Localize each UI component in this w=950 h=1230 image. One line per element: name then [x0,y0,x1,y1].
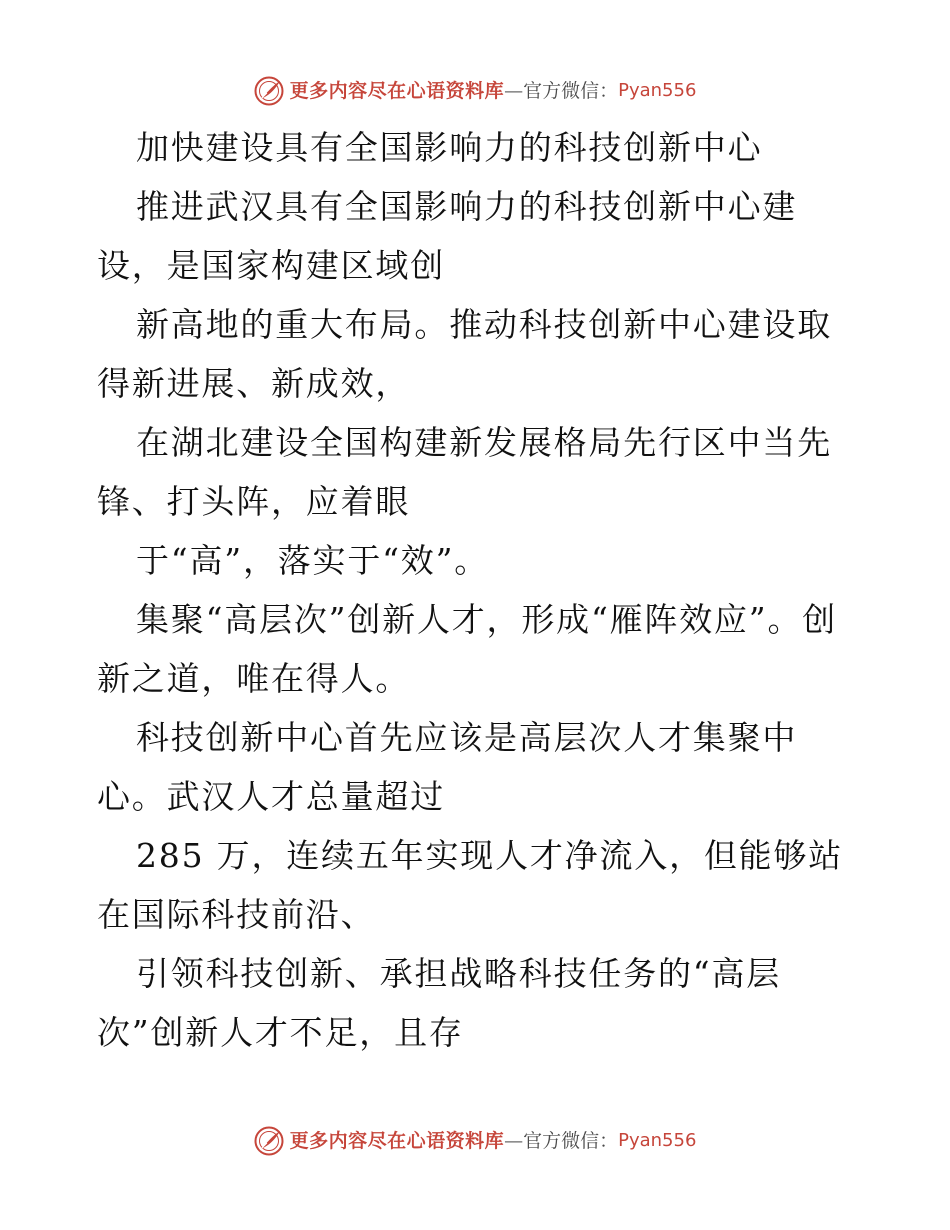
footer-site-text: 更多内容尽在心语资料库 [289,1130,505,1152]
paragraph-7: 科技创新中心首先应该是高层次人才集聚中心。武汉人才总量超过 [97,718,798,816]
quill-pen-logo-icon [254,76,284,106]
header-wechat-id: Pyan556 [618,80,697,101]
document-body [97,118,853,1062]
paragraph-8: 285 万，连续五年实现人才净流入，但能够站在国际科技前沿、 [97,836,844,934]
header-site-text: 更多内容尽在心语资料库 [289,80,505,102]
paragraph-2: 推进武汉具有全国影响力的科技创新中心建设，是国家构建区域创 [97,187,798,285]
paragraph-3: 新高地的重大布局。推动科技创新中心建设取得新进展、新成效， [97,305,832,403]
page-header [0,76,950,106]
paragraph-5: 于“高”，落实于“效”。 [136,541,490,580]
paragraph-9: 引领科技创新、承担战略科技任务的“高层次”创新人才不足，且存 [97,954,782,1052]
paragraph-4: 在湖北建设全国构建新发展格局先行区中当先锋、打头阵，应着眼 [97,423,832,521]
footer-dash: — [504,1130,524,1152]
footer-official-label: 官方微信： [523,1130,619,1152]
paragraph-1: 加快建设具有全国影响力的科技创新中心 [136,128,763,167]
page-footer [0,1126,950,1156]
header-dash: — [504,80,524,102]
footer-wechat-id: Pyan556 [618,1130,697,1151]
quill-pen-logo-icon [254,1126,284,1156]
paragraph-6: 集聚“高层次”创新人才，形成“雁阵效应”。创新之道，唯在得人。 [97,600,838,698]
header-official-label: 官方微信： [523,80,619,102]
